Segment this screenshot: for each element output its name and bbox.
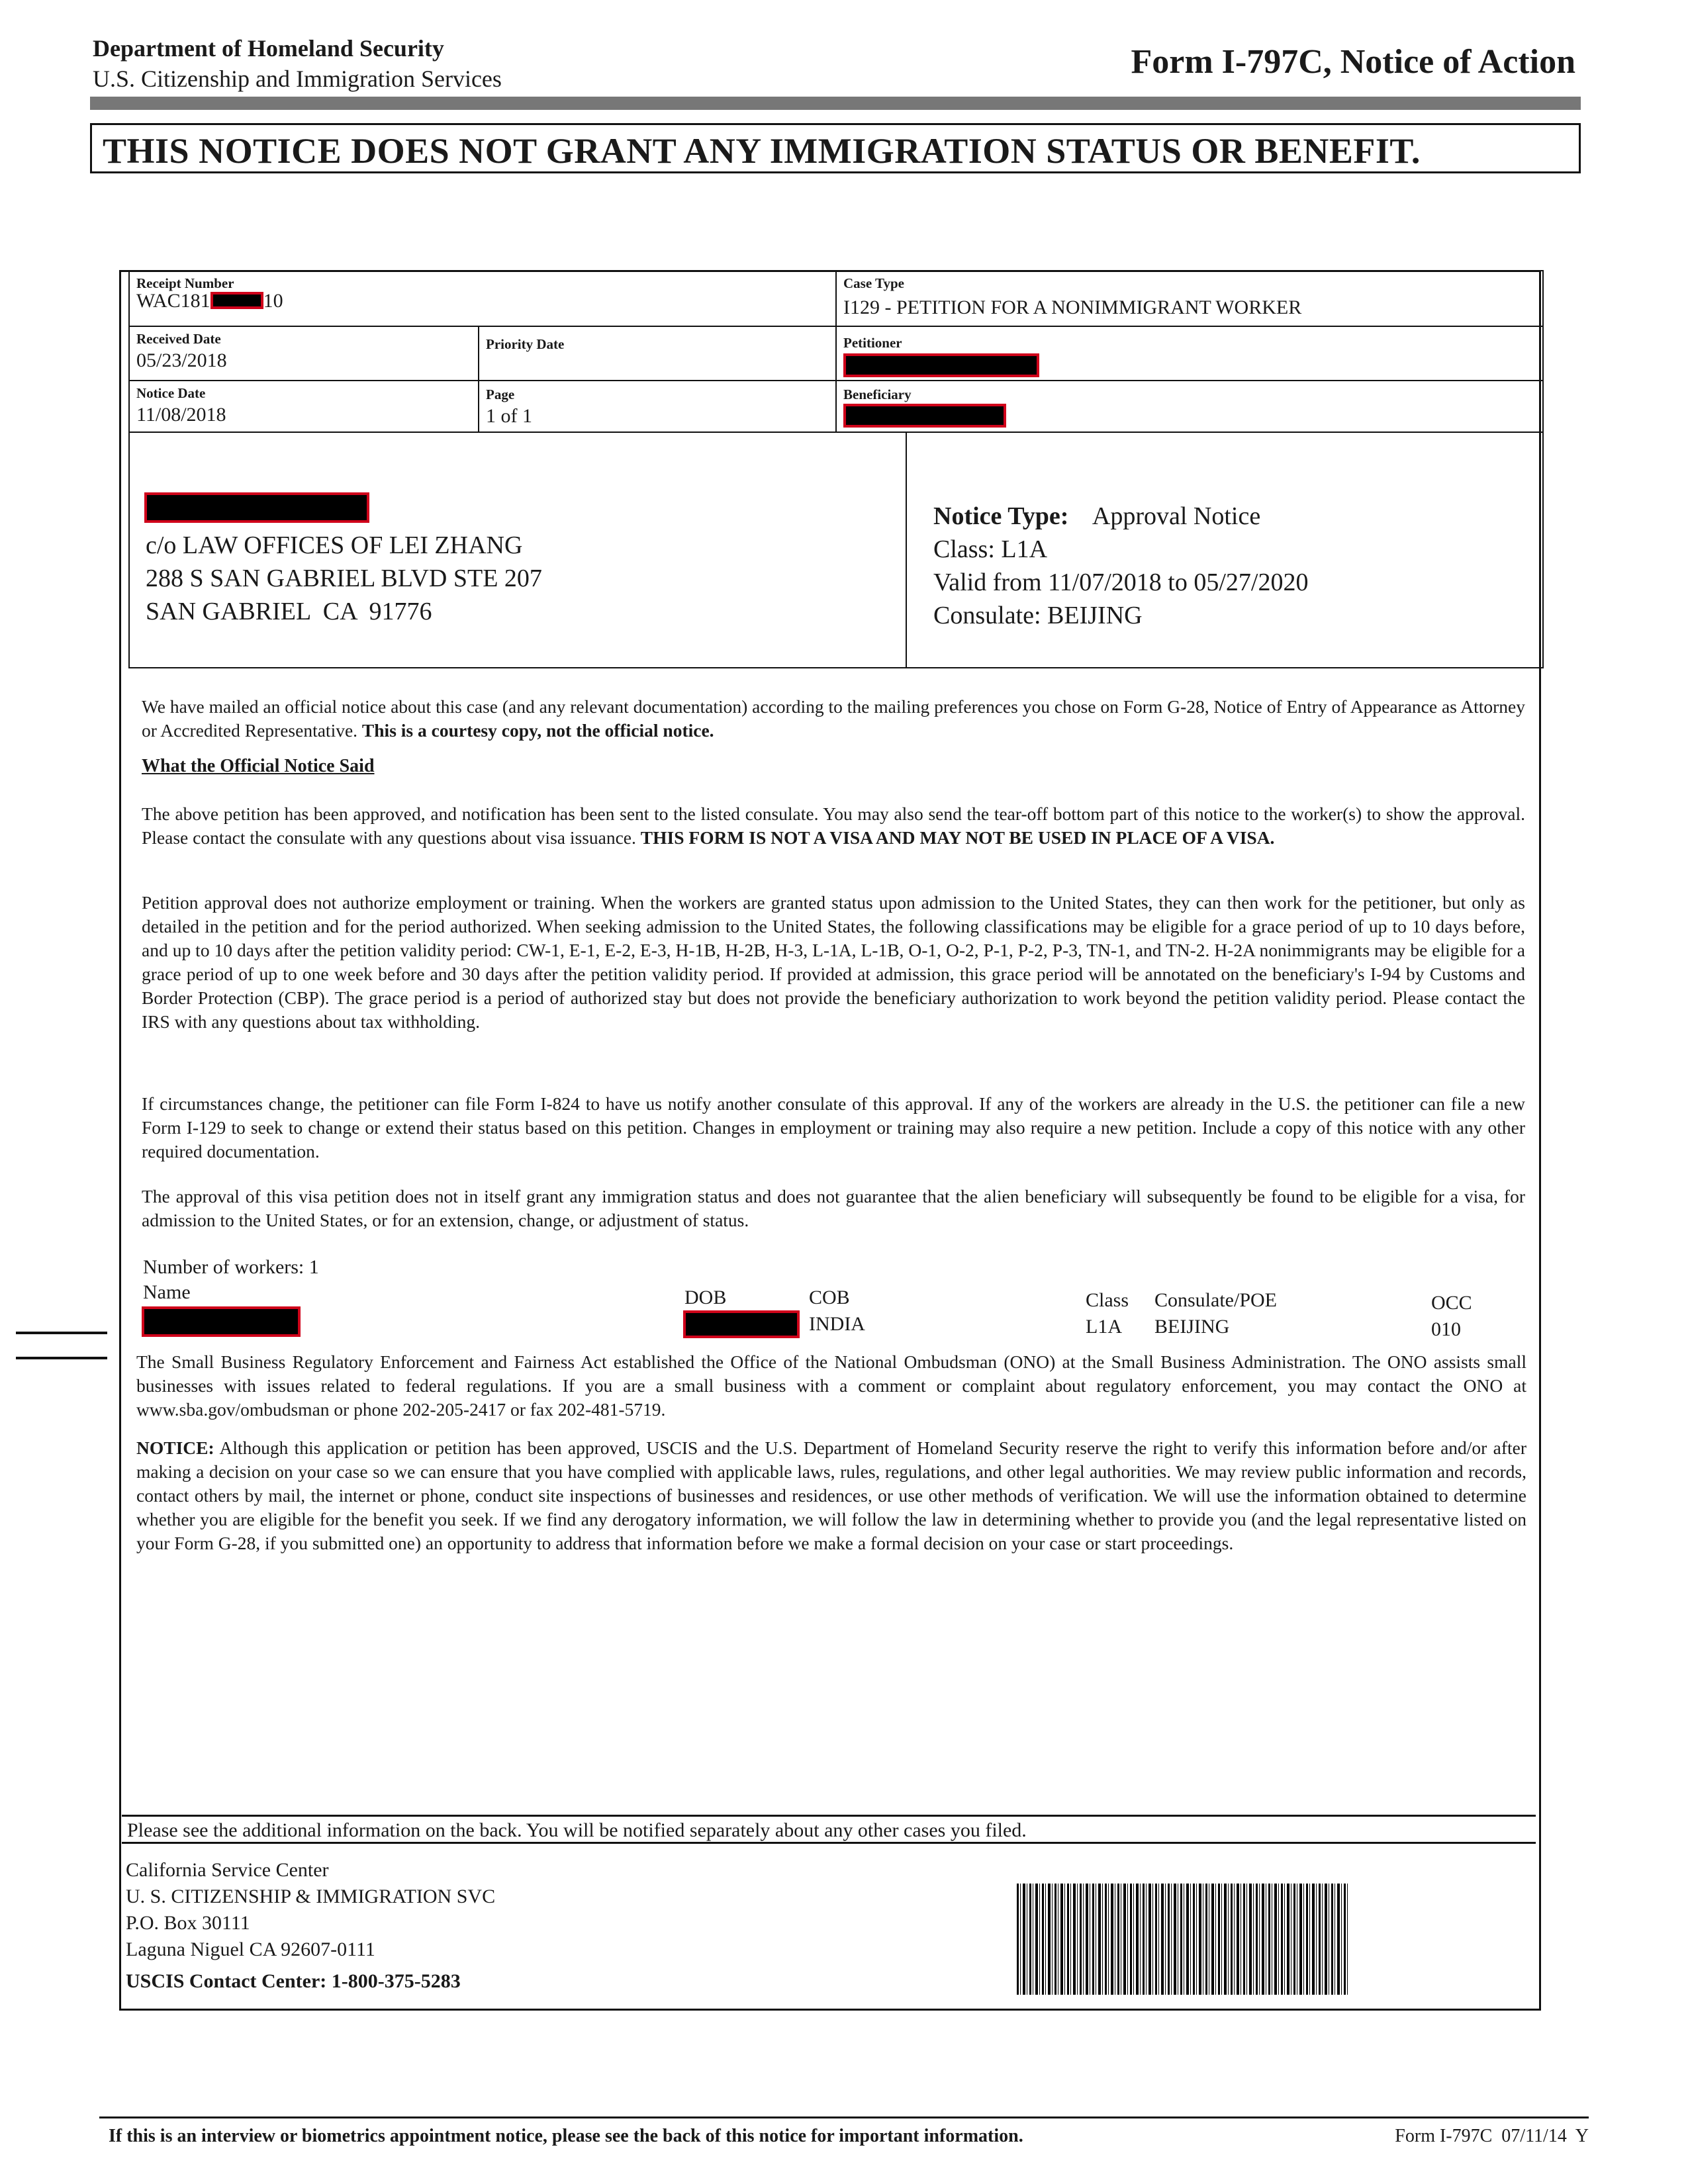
grace-period-paragraph: Petition approval does not authorize employment or training. When the workers are granted status upon admission to the United States, they can then work for the petitioner, but only as detailed in the petition and for the period authorized. When seeking admission to the United States, the following classifications may be eligible for a grace period of up to 10 days before, and up to 10 days after the petition validity period: CW-1, E-1, E-2, E-3, H-1B, H-2B, H-3, L-1A, L-1B, O-1, O-2, P-1, P-2, P-3, TN-1, and TN-2. H-2A nonimmigrants may be eligible for a grace period of up to one week before and 30 days after the petition validity period. If provided at admission, this grace period will be annotated on the beneficiary's I-94 by Customs and Border Protection (CBP). The grace period is a period of authorized stay but does not provide the beneficiary authorization to work beyond the petition validity period. Please contact the IRS with any questions about tax withholding.: [142, 892, 1525, 1032]
petitioner-cell: [835, 326, 1544, 381]
address-line-2: 288 S SAN GABRIEL BLVD STE 207: [146, 565, 542, 592]
approval-paragraph: [142, 802, 1525, 850]
notice-class: Class: L1A: [933, 535, 1048, 563]
worker-class: L1A: [1086, 1316, 1122, 1338]
courtesy-paragraph: [142, 695, 1525, 743]
case-type-cell: [835, 270, 1544, 327]
beneficiary-label: Beneficiary: [843, 387, 912, 402]
courtesy-text: We have mailed an official notice about this case (and any relevant documentation) according to the mailing preferences you chose on Form G-28, Notice of Entry of Appearance as Attorney or Accredited Representative.: [142, 696, 1525, 741]
bottom-rule: [99, 2116, 1589, 2118]
receipt-number-label: Receipt Number: [136, 275, 234, 291]
notice-date-label: Notice Date: [136, 385, 206, 401]
additional-info-box: [122, 1815, 1536, 1844]
notice-type-label: Notice Type:: [933, 502, 1069, 530]
worker-consulate-header: Consulate/POE: [1154, 1289, 1277, 1311]
verification-notice-text: Although this application or petition has been approved, USCIS and the U.S. Department of Homeland Security reserve the right to verify this information before and/or after making a decision on your case so we can ensure that you have complied with applicable laws, rules, regulations, and other legal authorities. We may review public information and records, contact others by mail, the internet or phone, conduct site inspections of businesses and residences, or use other methods of verification. We will use the information obtained to determine whether you are eligible for the benefit you seek. If we find any derogatory information, we will follow the law in determining whether to provide you (and the legal representative listed on your Form G-28, if you submitted one) an opportunity to address that information before we make a formal decision on your case or start proceedings.: [136, 1437, 1526, 1553]
margin-mark: [16, 1357, 107, 1359]
worker-occ: 010: [1431, 1318, 1461, 1340]
service-center-address: [126, 1857, 495, 1995]
notice-type: [933, 502, 1260, 531]
service-center-line-1: California Service Center: [126, 1859, 329, 1881]
address-block: [128, 432, 907, 668]
notice-type-block: [906, 432, 1544, 668]
priority-date-cell: [478, 326, 837, 381]
redacted-block: [843, 404, 1006, 428]
receipt-number-prefix: WAC181: [136, 290, 211, 312]
case-type: I129 - PETITION FOR A NONIMMIGRANT WORKER: [843, 296, 1302, 318]
department-name: Department of Homeland Security: [93, 35, 444, 62]
number-of-workers: Number of workers: 1: [143, 1256, 319, 1278]
margin-mark: [16, 1332, 107, 1334]
redacted-block: [142, 1306, 301, 1337]
case-type-label: Case Type: [843, 275, 904, 291]
worker-name-header: Name: [143, 1281, 191, 1303]
worker-dob-header: DOB: [684, 1287, 727, 1308]
verification-notice-label: NOTICE:: [136, 1437, 214, 1458]
header-rule: [90, 97, 1581, 110]
worker-class-header: Class: [1086, 1289, 1129, 1311]
service-center-line-4: Laguna Niguel CA 92607-0111: [126, 1938, 375, 1960]
approval-text: The above petition has been approved, and notification has been sent to the listed consulate. You may also send the tear-off bottom part of this notice to the worker(s) to show the approval. Please contact the consulate with any questions about visa issuance.: [142, 803, 1525, 848]
form-title: Form I-797C, Notice of Action: [1131, 43, 1575, 81]
redacted-block: [683, 1310, 800, 1338]
notice-type-value: Approval Notice: [1092, 502, 1261, 530]
redacted-block: [843, 353, 1039, 377]
page-label: Page: [486, 387, 515, 402]
worker-consulate: BEIJING: [1154, 1316, 1230, 1338]
service-center-line-3: P.O. Box 30111: [126, 1912, 250, 1934]
address-line-3: SAN GABRIEL CA 91776: [146, 598, 432, 625]
official-notice-heading: What the Official Notice Said: [142, 756, 375, 776]
beneficiary-cell: [835, 380, 1544, 433]
sbrefa-paragraph: The Small Business Regulatory Enforcement and Fairness Act established the Office of the National Ombudsman (ONO) at the Small Business Administration. The ONO assists small businesses with issues related to federal regulations. If you are a small business with a comment or complaint about regulatory enforcement, you may contact the ONO at www.sba.gov/ombudsman or phone 202-205-2417 or fax 202-481-5719.: [136, 1351, 1526, 1420]
received-date-label: Received Date: [136, 331, 221, 347]
uscis-contact-center: USCIS Contact Center: 1-800-375-5283: [126, 1970, 461, 1992]
page-number: 1 of 1: [486, 405, 532, 427]
page-cell: [478, 380, 837, 433]
biometrics-notice: If this is an interview or biometrics appointment notice, please see the back of this notice for important information.: [109, 2126, 1023, 2146]
notice-consulate: Consulate: BEIJING: [933, 602, 1143, 629]
approval-bold-text: THIS FORM IS NOT A VISA AND MAY NOT BE USED IN PLACE OF A VISA.: [640, 827, 1275, 848]
status-banner: [90, 123, 1581, 173]
circumstances-paragraph: If circumstances change, the petitioner can file Form I-824 to have us notify another consulate of this approval. If any of the workers are already in the U.S. the petitioner can file a new Form I-129 to seek to change or extend their status based on this petition. Changes in employment or training may also require a new petition. Include a copy of this notice with any other required documentation.: [142, 1093, 1525, 1161]
redacted-block: [211, 292, 263, 309]
worker-occ-header: OCC: [1431, 1292, 1472, 1314]
receipt-number: [136, 290, 283, 312]
notice-date: 11/08/2018: [136, 404, 226, 426]
approval-limits-paragraph: The approval of this visa petition does not in itself grant any immigration status and does not guarantee that the alien beneficiary will subsequently be found to be eligible for a visa, for admission to the United States, or for an extension, change, or adjustment of status.: [142, 1186, 1525, 1230]
notice-validity: Valid from 11/07/2018 to 05/27/2020: [933, 569, 1309, 596]
receipt-number-cell: [128, 270, 837, 327]
petitioner-label: Petitioner: [843, 335, 902, 351]
service-center-line-2: U. S. CITIZENSHIP & IMMIGRATION SVC: [126, 1886, 496, 1907]
courtesy-bold-text: This is a courtesy copy, not the official notice.: [361, 720, 714, 741]
notice-date-cell: [128, 380, 479, 433]
barcode: [1017, 1884, 1348, 1995]
redacted-block: [144, 492, 369, 523]
worker-cob: INDIA: [809, 1313, 865, 1335]
receipt-number-suffix: 10: [263, 290, 283, 312]
verification-notice-paragraph: [136, 1436, 1526, 1555]
priority-date-label: Priority Date: [486, 336, 565, 352]
address-line-1: c/o LAW OFFICES OF LEI ZHANG: [146, 531, 523, 559]
form-edition: Form I-797C 07/11/14 Y: [1395, 2126, 1589, 2146]
agency-name: U.S. Citizenship and Immigration Services: [93, 66, 502, 92]
worker-cob-header: COB: [809, 1287, 850, 1308]
additional-info-text: Please see the additional information on the back. You will be notified separately about any other cases you filed.: [127, 1819, 1027, 1841]
received-date: 05/23/2018: [136, 349, 227, 371]
status-banner-text: THIS NOTICE DOES NOT GRANT ANY IMMIGRATION STATUS OR BENEFIT.: [103, 131, 1421, 171]
received-date-cell: [128, 326, 479, 381]
